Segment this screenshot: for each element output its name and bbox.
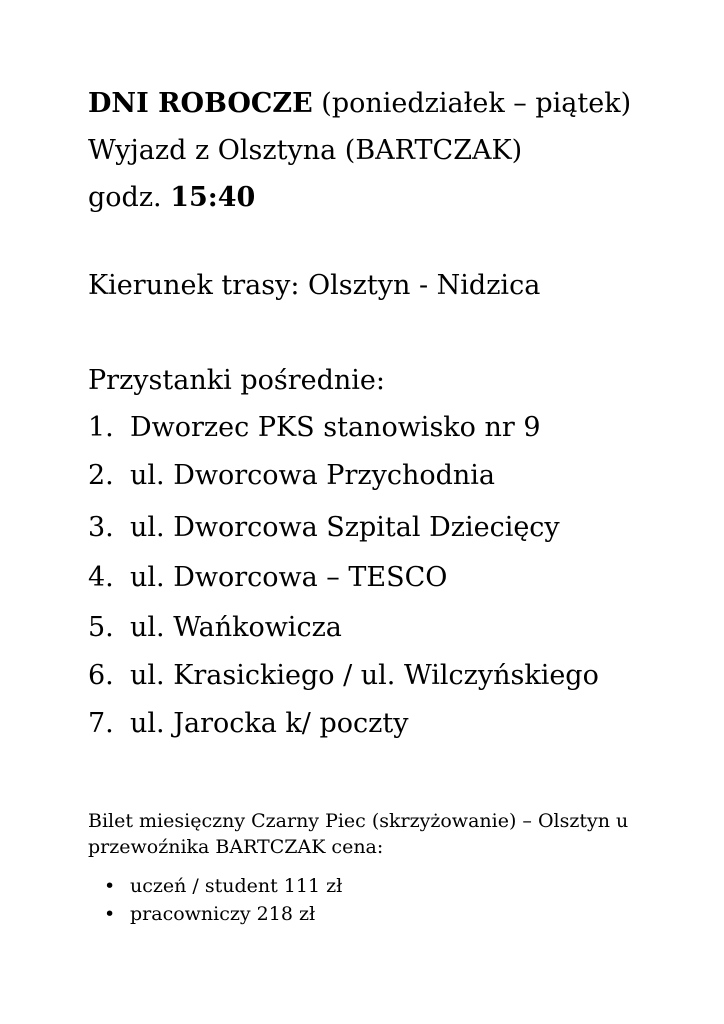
stop-name: Dworzec PKS stanowisko nr 9 [130, 412, 541, 443]
stop-item [88, 610, 342, 646]
bullet-icon: • [104, 903, 116, 925]
price-text: uczeń / student 111 zł [130, 875, 343, 897]
price-item [104, 873, 342, 899]
stop-number: 6. [88, 660, 114, 691]
departure-line: Wyjazd z Olsztyna (BARTCZAK) [88, 135, 523, 166]
stop-name: ul. Dworcowa Przychodnia [130, 460, 496, 491]
stop-item [88, 510, 560, 546]
days-range: (poniedziałek – piątek) [321, 88, 632, 119]
days-label: DNI ROBOCZE [88, 88, 313, 119]
stop-item [88, 706, 408, 742]
stop-item [88, 458, 495, 494]
stop-number: 5. [88, 612, 114, 643]
bullet-icon: • [104, 875, 116, 897]
stop-number: 1. [88, 412, 114, 443]
time-line [88, 180, 255, 216]
departure-time: 15:40 [170, 182, 256, 213]
price-text: pracowniczy 218 zł [130, 903, 316, 925]
stop-name: ul. Wańkowicza [130, 612, 342, 643]
stop-number: 2. [88, 460, 114, 491]
ticket-info: Bilet miesięczny Czarny Piec (skrzyżowanie) – Olsztyn u przewoźnika BARTCZAK cena: [88, 810, 629, 858]
stop-name: ul. Krasickiego / ul. Wilczyńskiego [130, 660, 599, 691]
route-direction: Kierunek trasy: Olsztyn - Nidzica [88, 270, 541, 301]
stop-name: ul. Dworcowa Szpital Dziecięcy [130, 512, 560, 543]
stop-item [88, 560, 447, 596]
price-item [104, 901, 315, 927]
days-line [88, 86, 631, 122]
stops-title: Przystanki pośrednie: [88, 365, 385, 396]
stop-number: 4. [88, 562, 114, 593]
stop-item [88, 658, 599, 694]
stop-number: 7. [88, 708, 114, 739]
stop-item [88, 410, 541, 446]
stop-name: ul. Dworcowa – TESCO [130, 562, 448, 593]
time-prefix: godz. [88, 182, 162, 213]
stop-number: 3. [88, 512, 114, 543]
stop-name: ul. Jarocka k/ poczty [130, 708, 409, 739]
